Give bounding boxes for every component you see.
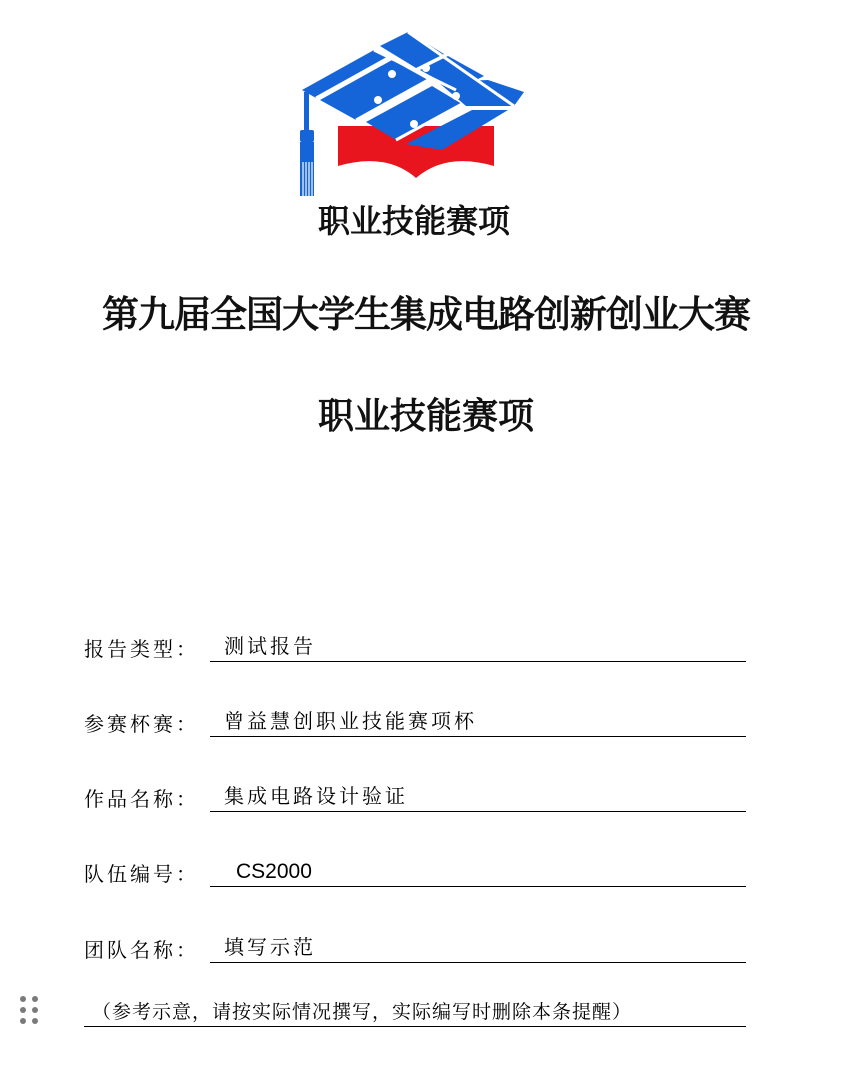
competition-cup-row: [84, 701, 746, 737]
work-name-field[interactable]: [210, 775, 746, 812]
field-value: 集成电路设计验证: [224, 784, 408, 808]
work-name-row: [84, 776, 746, 812]
field-label: 报告类型：: [84, 637, 199, 661]
team-number-field[interactable]: [210, 850, 746, 887]
field-label: 团队名称：: [84, 938, 199, 962]
page-subtitle: 职业技能赛项: [317, 395, 534, 437]
team-number-row: [84, 851, 746, 887]
logo-tassel: [300, 92, 314, 196]
field-value: CS2000: [236, 860, 312, 883]
field-label: 作品名称：: [84, 787, 199, 811]
field-label: 队伍编号：: [84, 862, 199, 886]
team-name-row: [84, 927, 746, 963]
field-value: 填写示范: [224, 935, 316, 959]
page-title: 第九届全国大学生集成电路创新创业大赛: [102, 292, 750, 336]
field-value: 曾益慧创职业技能赛项杯: [224, 709, 477, 733]
team-name-field[interactable]: [210, 926, 746, 963]
field-value: 测试报告: [224, 634, 316, 658]
reminder-note-text: （参考示意，请按实际情况撰写，实际编写时删除本条提醒）: [92, 1001, 633, 1023]
competition-logo: [296, 28, 532, 242]
drag-handle-icon[interactable]: [20, 996, 40, 1026]
field-label: 参赛杯赛：: [84, 712, 199, 736]
report-type-row: [84, 626, 746, 662]
reminder-note: [84, 992, 746, 1027]
logo-cap-base: [338, 126, 494, 178]
logo-caption: 职业技能赛项: [317, 202, 511, 240]
competition-cup-field[interactable]: [210, 700, 746, 737]
report-type-field[interactable]: [210, 625, 746, 662]
